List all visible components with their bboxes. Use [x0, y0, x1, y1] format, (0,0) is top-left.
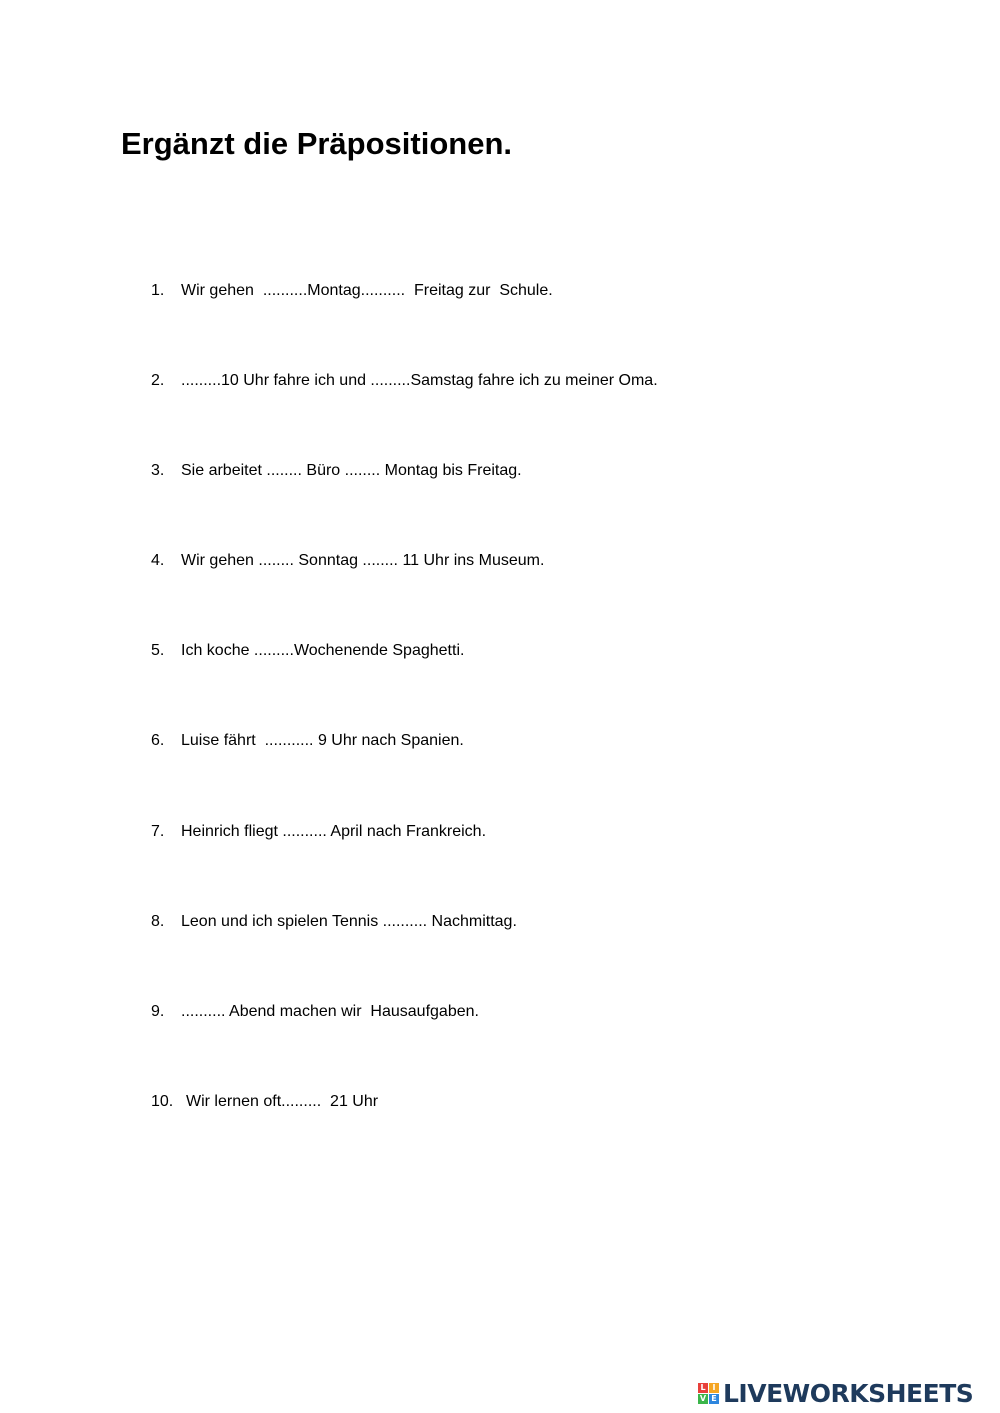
exercise-number: 10. — [151, 1092, 174, 1110]
exercise-text: Heinrich fliegt .......... April nach Frankreich. — [181, 822, 487, 840]
exercise-number: 2. — [151, 372, 165, 390]
exercise-item — [151, 460, 522, 550]
exercise-item — [151, 370, 658, 460]
logo-mark-letter: E — [709, 1394, 719, 1404]
exercise-number: 6. — [151, 732, 165, 750]
exercise-item — [151, 911, 517, 1001]
worksheet-title: Ergänzt die Präpositionen. — [121, 126, 512, 161]
exercise-number: 1. — [151, 282, 165, 299]
exercise-text: .........10 Uhr fahre ich und .........Samstag fahre ich zu meiner Oma. — [181, 372, 658, 390]
exercise-text: Sie arbeitet ........ Büro ........ Montag bis Freitag. — [181, 462, 522, 480]
logo-mark-icon — [698, 1383, 719, 1404]
exercise-text: Ich koche .........Wochenende Spaghetti. — [181, 642, 465, 660]
exercise-item — [151, 1091, 379, 1181]
exercise-text: .......... Abend machen wir Hausaufgaben. — [181, 1002, 479, 1020]
exercise-number: 5. — [151, 642, 165, 660]
exercise-number: 7. — [151, 822, 165, 840]
exercise-text: Wir gehen ..........Montag.......... Freitag zur Schule. — [181, 282, 553, 299]
exercise-number: 3. — [151, 462, 165, 480]
exercise-item — [151, 280, 553, 370]
exercise-number: 8. — [151, 912, 165, 930]
logo-text: LIVEWORKSHEETS — [723, 1378, 974, 1408]
exercise-item — [151, 550, 545, 640]
exercise-text: Luise fährt ........... 9 Uhr nach Spanien. — [181, 732, 464, 750]
exercise-list — [151, 280, 658, 1181]
exercise-item — [151, 640, 465, 730]
exercise-item — [151, 1001, 479, 1091]
exercise-text: Leon und ich spielen Tennis .......... Nachmittag. — [181, 912, 517, 930]
exercise-item — [151, 730, 464, 820]
exercise-item — [151, 821, 487, 911]
logo-mark-letter: L — [698, 1383, 708, 1393]
exercise-text: Wir gehen ........ Sonntag ........ 11 Uhr ins Museum. — [181, 552, 545, 570]
exercise-text: Wir lernen oft......... 21 Uhr — [186, 1092, 379, 1110]
exercise-number: 9. — [151, 1002, 165, 1020]
liveworksheets-logo — [698, 1378, 973, 1408]
logo-mark-letter: V — [699, 1393, 707, 1403]
logo-mark-letter: I — [709, 1383, 719, 1393]
exercise-number: 4. — [151, 552, 165, 570]
